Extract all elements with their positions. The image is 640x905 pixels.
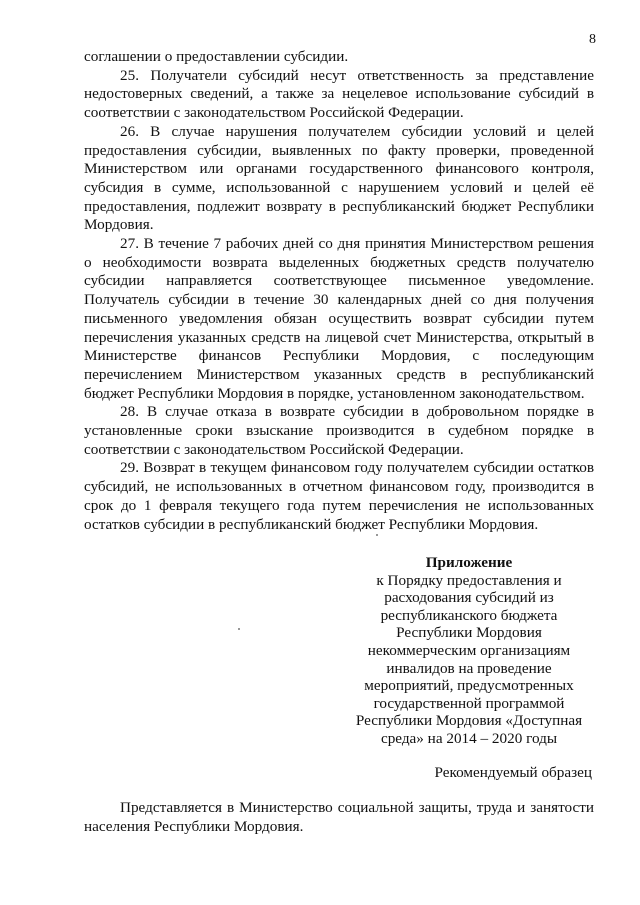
paragraph-26: 26. В случае нарушения получателем субсидии условий и целей предоставления субсидии, выявленных по факту проверки, проведенной Министерством или органами государственного финансового контроля, субсидия в сумме, использованной с нарушением условий и целей её предоставления, подлежит возврату в республиканский бюджет Республики Мордовия. — [84, 122, 594, 234]
appendix-line: расходования субсидий из — [384, 589, 554, 607]
appendix-line: Республики Мордовия — [396, 624, 542, 642]
appendix-line: государственной программой — [373, 694, 565, 712]
submission-paragraph: Представляется в Министерство социальной защиты, труда и занятости населения Республики Мордовия. — [84, 799, 594, 835]
appendix-line: к Порядку предоставления и — [376, 571, 562, 589]
scan-speck — [376, 534, 378, 536]
sample-note: Рекомендуемый образец — [434, 764, 592, 781]
paragraph-27: 27. В течение 7 рабочих дней со дня принятия Министерством решения о необходимости возврата выделенных бюджетных средств получателю субсидии направляется соответствующее письменное уведомление. Получатель субсидии в течение 30 календарных дней со дня получения письменного уведомления обязан осуществить возврат субсидии путем перечисления указанных средств на лицевой счет Министерства, открытый в Министерстве финансов Республики Мордовия, с последующим перечислением Министерством указанных средств в республиканский бюджет Республики Мордовия в порядке, установленном законодательством. — [84, 235, 594, 402]
appendix-title: Приложение — [425, 554, 513, 571]
page-number: 8 — [589, 32, 596, 47]
submission-text — [84, 799, 594, 836]
scan-speck — [238, 628, 240, 630]
appendix-line: Республики Мордовия «Доступная — [355, 712, 583, 730]
appendix-line: мероприятий, предусмотренных — [364, 677, 574, 695]
appendix-line: республиканского бюджета — [380, 606, 558, 624]
paragraph-25: 25. Получатели субсидий несут ответственность за представление недостоверных сведений, а также за нецелевое использование субсидий в соответствии с законодательством Российской Федерации. — [84, 66, 594, 122]
appendix-line: инвалидов на проведение — [386, 659, 552, 677]
paragraph-29: 29. Возврат в текущем финансовом году получателем субсидии остатков субсидий, не использованных в отчетном финансовом году, производится в срок до 1 февраля текущего года путем перечисления не использованных остатков субсидии в республиканский бюджет Республики Мордовия. — [84, 459, 594, 533]
paragraph-continuation: соглашении о предоставлении субсидии. — [84, 48, 349, 65]
appendix-line: некоммерческим организациям — [367, 641, 571, 659]
paragraph-28: 28. В случае отказа в возврате субсидии в добровольном порядке в установленные сроки взыскание производится в судебном порядке в соответствии с законодательством Российской Федерации. — [84, 403, 594, 458]
appendix-line: среда» на 2014 – 2020 годы — [380, 729, 558, 747]
appendix-block — [340, 554, 598, 748]
document-body — [84, 48, 594, 534]
